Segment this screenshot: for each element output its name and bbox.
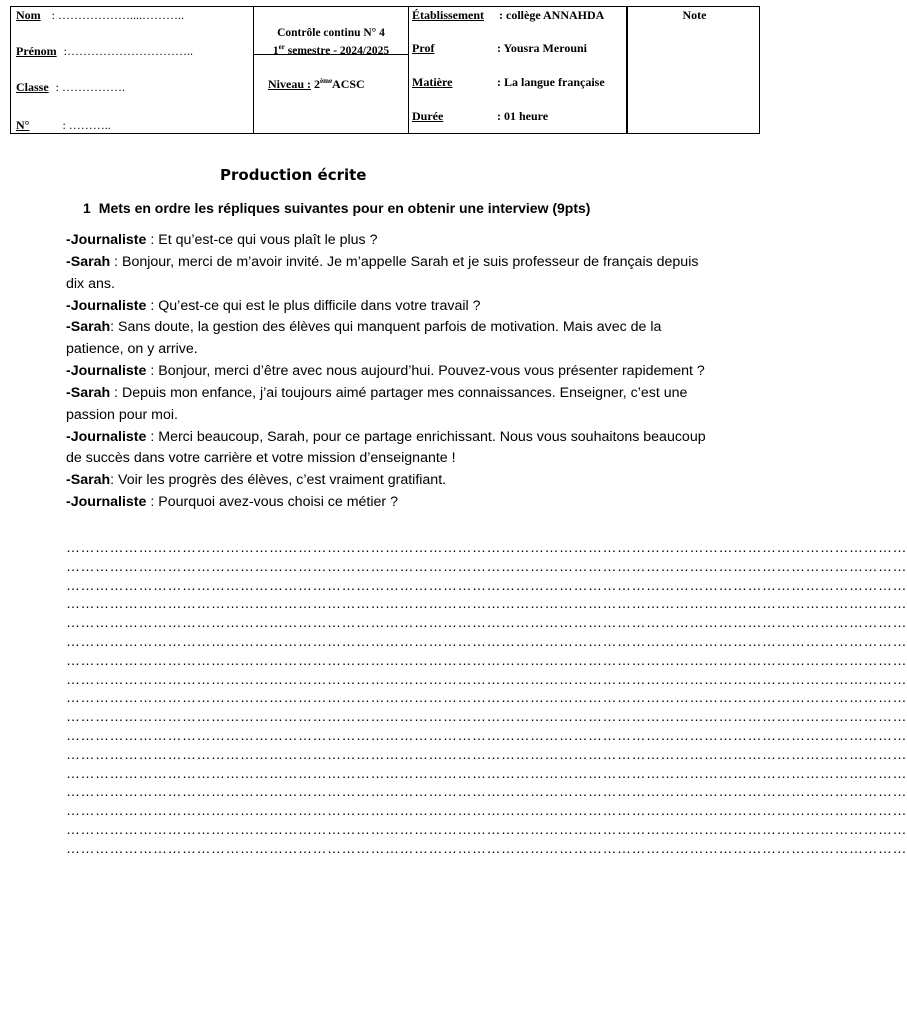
speaker: -Sarah: [66, 472, 111, 489]
answer-line: …………………………………………………………………………………………………………………………………………………………: [66, 708, 907, 725]
info-value: : collège ANNAHDA: [499, 8, 605, 22]
answer-line: …………………………………………………………………………………………………………………………………………………………: [66, 783, 907, 800]
speaker: -Journaliste: [66, 363, 147, 380]
field-blank: : ………..: [62, 118, 111, 132]
speaker: -Journaliste: [66, 232, 147, 248]
answer-area: [66, 538, 907, 858]
field-label: Prénom: [16, 44, 57, 58]
speaker: -Journaliste: [66, 297, 147, 314]
info-label: Matière: [412, 75, 453, 89]
speaker: -Journaliste: [66, 494, 147, 511]
niveau-label: Niveau :: [268, 77, 311, 91]
field-label: Nom: [16, 8, 41, 22]
answer-line: …………………………………………………………………………………………………………………………………………………………: [66, 576, 907, 593]
answer-line: …………………………………………………………………………………………………………………………………………………………: [66, 632, 907, 649]
dialogue-line: [66, 427, 706, 471]
answer-line: …………………………………………………………………………………………………………………………………………………………: [66, 595, 907, 612]
reply-text: : Et qu’est-ce qui vous plaît le plus ?: [146, 232, 378, 248]
answer-line: …………………………………………………………………………………………………………………………………………………………: [66, 726, 907, 743]
niveau-value: 2èmeACSC: [314, 77, 365, 91]
exam-info-cell: [254, 7, 409, 133]
dialogue-line: [66, 317, 706, 361]
reply-text: : Merci beaucoup, Sarah, pour ce partage enrichissant. Nous vous souhaitons beaucoup de succès dans votre carrière et votre mission d’enseignante !: [66, 428, 706, 467]
student-info-cell: [11, 7, 254, 133]
student-field-classe: [16, 80, 125, 95]
dialogue-line: [66, 361, 706, 383]
info-value: : Yousra Merouni: [497, 41, 587, 55]
speaker: -Sarah: [66, 319, 111, 336]
field-blank: : ………………....………..: [51, 8, 185, 22]
answer-line: …………………………………………………………………………………………………………………………………………………………: [66, 764, 907, 781]
answer-line: …………………………………………………………………………………………………………………………………………………………: [66, 745, 907, 762]
field-blank: :…………………………..: [63, 44, 193, 58]
info-prof: [412, 41, 587, 56]
dialogue-line: [66, 383, 706, 427]
exam-header-table: [10, 6, 760, 134]
dialogue-line: [66, 470, 706, 492]
dialogue-line: [66, 296, 706, 318]
student-field-prenom: [16, 44, 193, 59]
field-label: Classe: [16, 80, 49, 94]
reply-text: : Qu’est-ce qui est le plus difficile dans votre travail ?: [146, 297, 481, 314]
dialogue-list: [66, 230, 706, 514]
answer-line: …………………………………………………………………………………………………………………………………………………………: [66, 557, 907, 574]
info-value: : La langue française: [497, 75, 605, 89]
field-blank: : …………….: [55, 80, 126, 94]
student-field-nom: [16, 8, 184, 23]
answer-line: …………………………………………………………………………………………………………………………………………………………: [66, 539, 907, 555]
niveau-field: [268, 77, 365, 92]
semester-line: 1er semestre - 2024/2025: [272, 43, 390, 57]
dialogue-line: [66, 252, 706, 296]
speaker: -Journaliste: [66, 428, 147, 445]
reply-text: : Bonjour, merci de m’avoir invité. Je m’appelle Sarah et je suis professeur de français depuis dix ans.: [66, 253, 699, 292]
answer-line: …………………………………………………………………………………………………………………………………………………………: [66, 820, 907, 837]
note-cell: [628, 7, 761, 133]
dialogue-line: [66, 492, 706, 514]
field-label: N°: [16, 118, 30, 132]
reply-text: : Pourquoi avez-vous choisi ce métier ?: [146, 494, 398, 511]
answer-line: …………………………………………………………………………………………………………………………………………………………: [66, 651, 907, 668]
speaker: -Sarah: [66, 253, 111, 270]
info-etablissement: [412, 8, 605, 23]
exam-title: Contrôle continu N° 4: [277, 27, 385, 39]
info-label: Prof: [412, 41, 435, 55]
answer-line: …………………………………………………………………………………………………………………………………………………………: [66, 689, 907, 706]
info-matiere: [412, 75, 605, 90]
info-label: Durée: [412, 109, 444, 123]
answer-line: …………………………………………………………………………………………………………………………………………………………: [66, 839, 907, 856]
info-duree: [412, 109, 549, 124]
reply-text: : Depuis mon enfance, j’ai toujours aimé partager mes connaissances. Enseigner, c’est une passion pour moi.: [66, 384, 688, 423]
exercise-text: Mets en ordre les répliques suivantes pour en obtenir une interview (9pts): [98, 200, 591, 216]
reply-text: : Bonjour, merci d’être avec nous aujourd’hui. Pouvez-vous vous présenter rapidement ?: [146, 363, 705, 380]
reply-text: : Voir les progrès des élèves, c’est vraiment gratifiant.: [110, 472, 447, 489]
exercise-instruction: [83, 200, 590, 216]
answer-line: …………………………………………………………………………………………………………………………………………………………: [66, 802, 907, 819]
info-value: : 01 heure: [497, 109, 549, 123]
speaker: -Sarah: [66, 384, 111, 401]
exercise-number: 1: [83, 200, 91, 216]
answer-line: …………………………………………………………………………………………………………………………………………………………: [66, 614, 907, 631]
answer-line: …………………………………………………………………………………………………………………………………………………………: [66, 670, 907, 687]
reply-text: : Sans doute, la gestion des élèves qui manquent parfois de motivation. Mais avec de la patience, on y arrive.: [66, 319, 662, 358]
section-title: Production écrite: [220, 166, 367, 184]
info-label: Établissement: [412, 8, 484, 22]
school-info-cell: [409, 7, 628, 133]
dialogue-line: [66, 230, 706, 252]
exam-title-box: [254, 7, 408, 55]
student-field-numero: [16, 118, 111, 133]
note-label: Note: [682, 8, 707, 22]
